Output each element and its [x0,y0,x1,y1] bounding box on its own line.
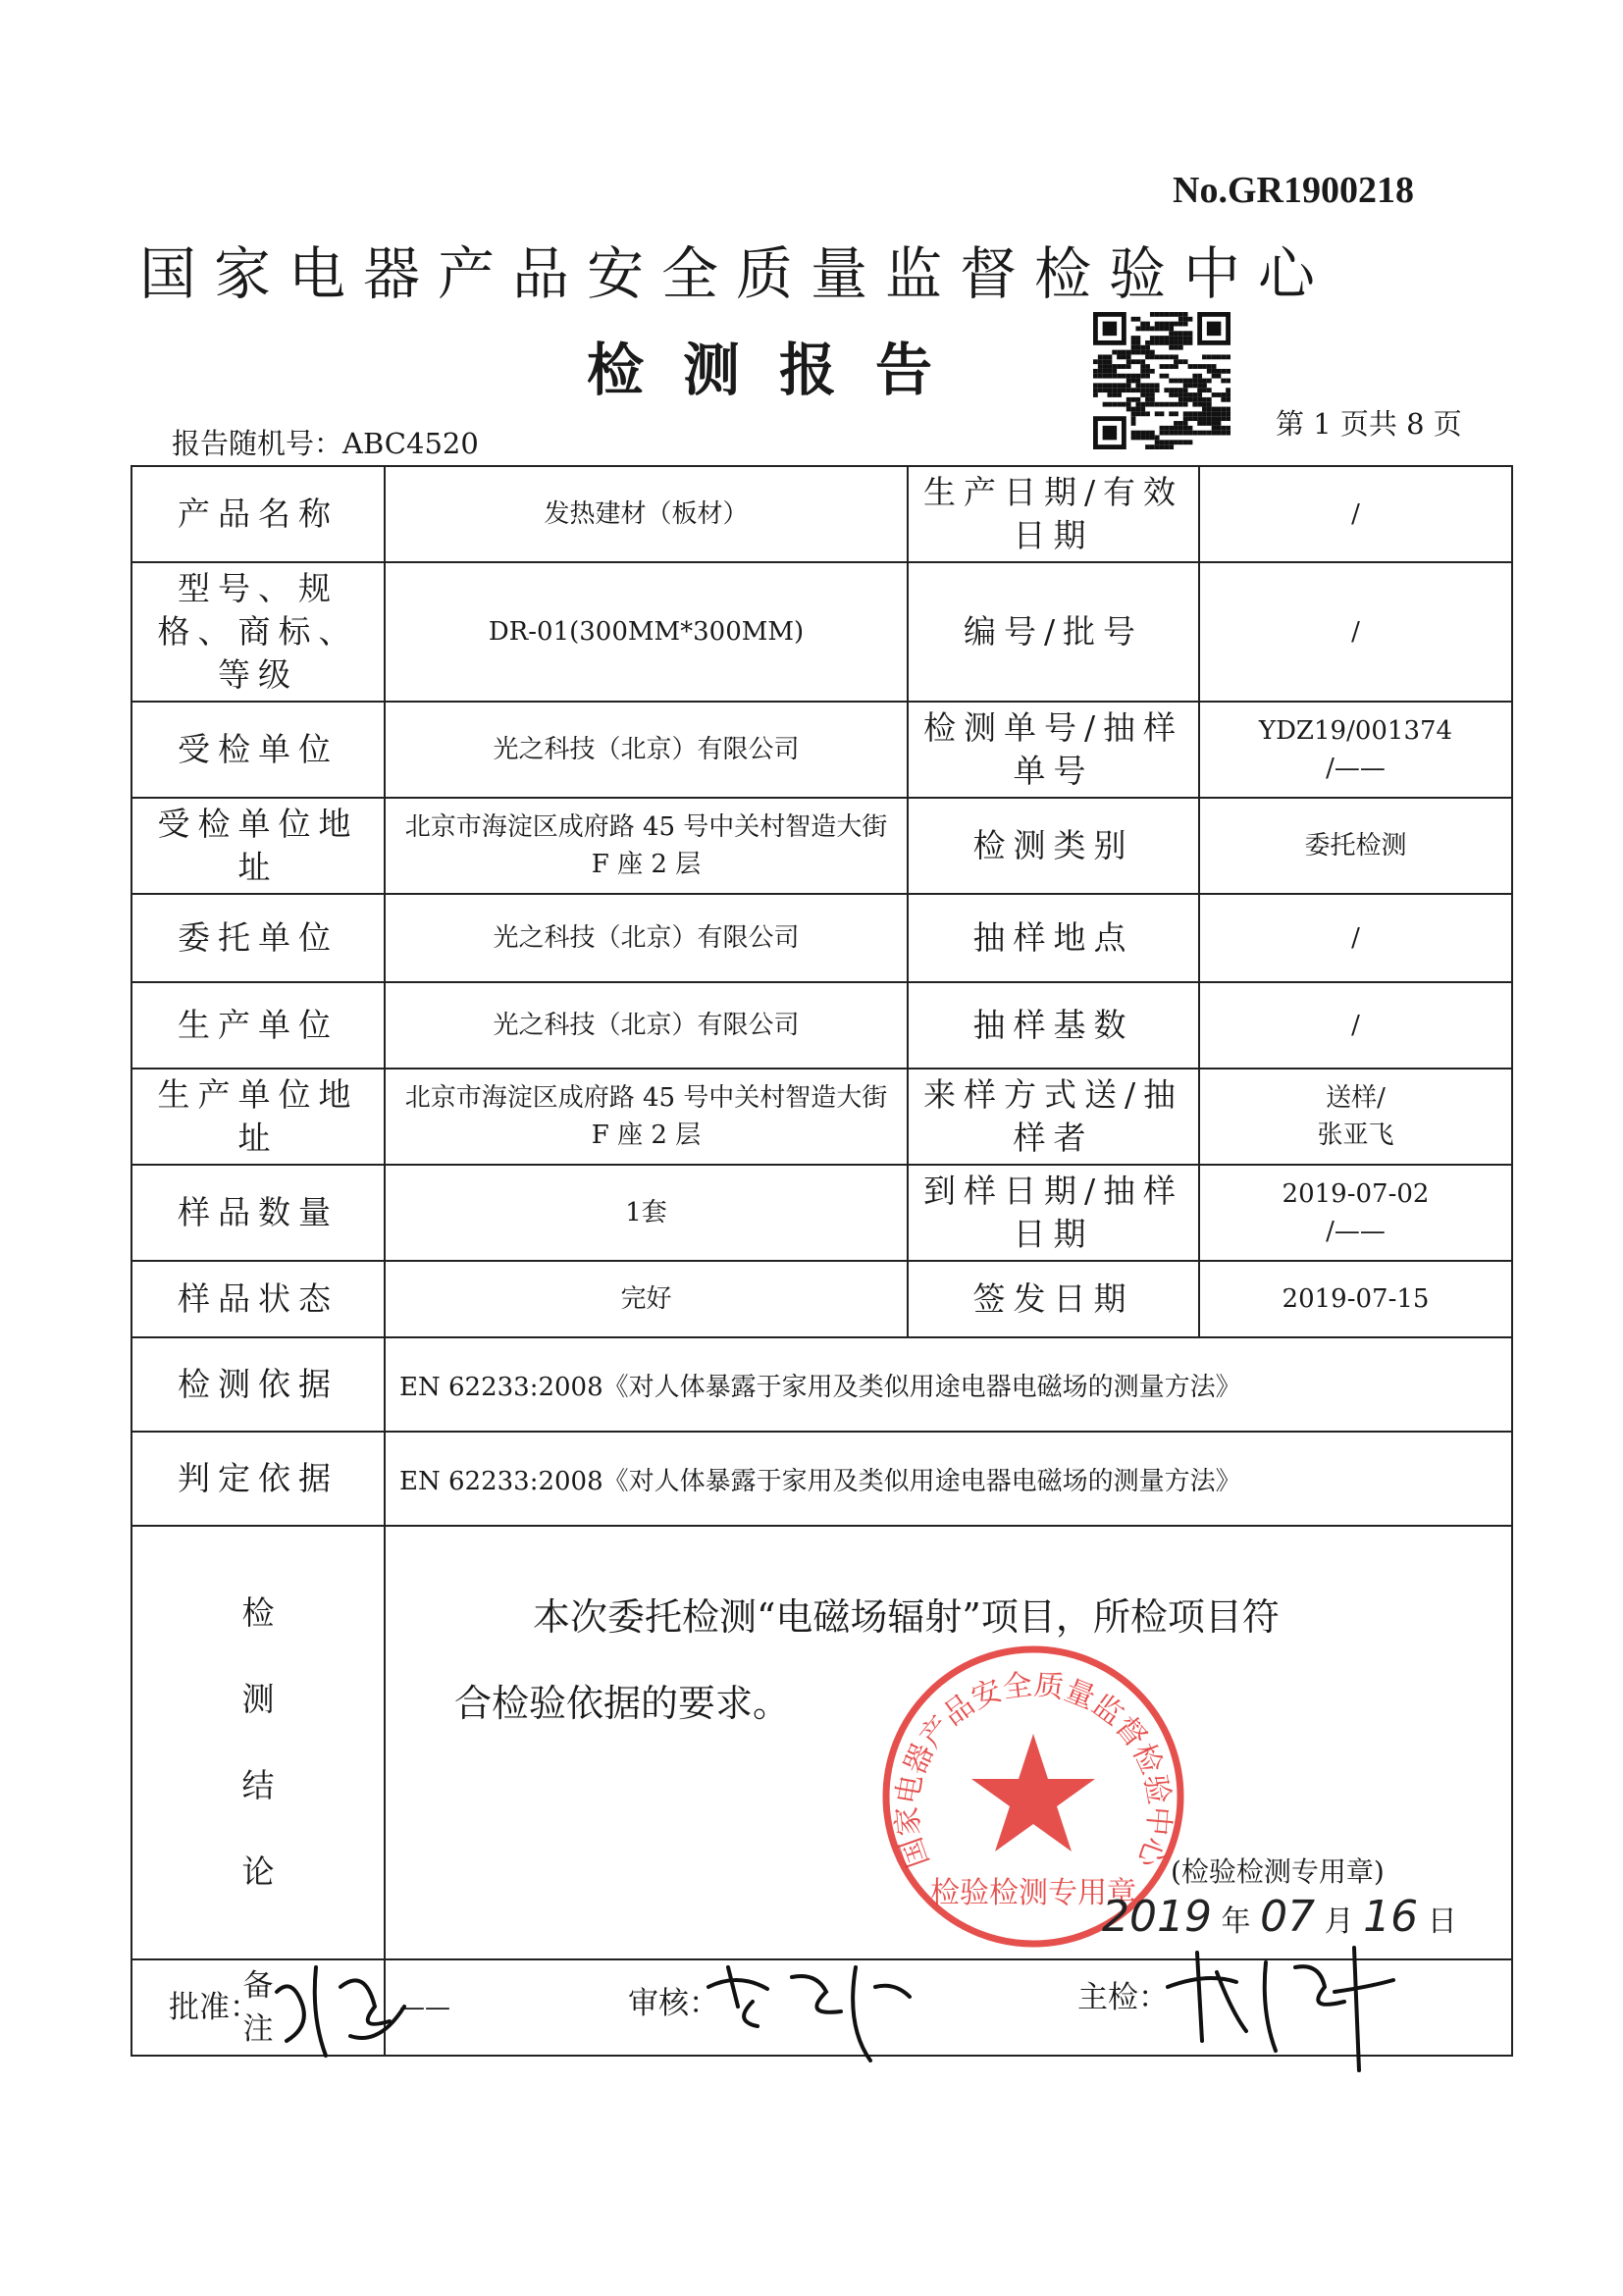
review-label: 审核： [628,1986,719,2021]
issue-date-label: 签发日期 [908,1261,1199,1337]
sample-quantity-label: 样品数量 [131,1165,385,1261]
producer-value: 光之科技（北京）有限公司 [385,982,908,1069]
sampling-date-value: /—— [1326,1217,1386,1246]
sample-place-label: 抽样地点 [908,894,1199,982]
sample-state-value: 完好 [385,1261,908,1337]
day-char: 日 [1427,1905,1457,1939]
seal-ring-text: 国家电器产品安全质量监督检验中心 [890,1667,1177,1872]
batch-value: / [1199,562,1512,702]
table-row [131,1337,1512,1432]
test-number-label: 检测单号/抽样单号 [908,702,1199,798]
test-number-cell [1199,702,1512,798]
conclusion-label-char: 论 [241,1852,275,1891]
inspected-address-label: 受检单位地址 [131,798,385,894]
qr-code-icon [1092,312,1231,449]
document-title: 检测报告 [587,337,972,403]
judge-basis-value: EN 62233:2008《对人体暴露于家用及类似用途电器电磁场的测量方法》 [385,1432,1512,1526]
page-info: 第 1 页共 8 页 [1276,407,1462,441]
stamp-note: (检验检测专用章) [1171,1855,1385,1888]
sample-method-cell [1199,1069,1512,1165]
producer-label: 生产单位 [131,982,385,1069]
product-name-value: 发热建材（板材） [385,466,908,562]
conclusion-cell [385,1526,1512,1959]
inspector-signature-icon [1158,1933,1403,2080]
product-name-label: 产品名称 [131,466,385,562]
remarks-label-char: 备 [242,1968,274,2004]
reviewer-signature-icon [699,1948,924,2075]
sample-method-label: 来样方式送/抽样者 [908,1069,1199,1165]
sample-method-value: 送样/ [1326,1083,1386,1113]
conclusion-label [131,1526,385,1959]
table-row [131,798,1512,894]
arrival-date-value: 2019-07-02 [1282,1179,1430,1209]
model-label: 型号、规格、商标、等级 [131,562,385,702]
test-basis-label: 检测依据 [131,1337,385,1432]
production-date-label: 生产日期/有效日期 [908,466,1199,562]
table-row [131,982,1512,1069]
model-value: DR-01(300MM*300MM) [385,562,908,702]
conclusion-text: 本次委托检测“电磁场辐射”项目，所检项目符合检验依据的要求。 [454,1595,1280,1725]
table-row [131,1165,1512,1261]
table-row [131,1261,1512,1337]
judge-basis-label: 判定依据 [131,1432,385,1526]
client-label: 委托单位 [131,894,385,982]
issue-date-value: 2019-07-15 [1199,1261,1512,1337]
sampler-name: 张亚飞 [1317,1121,1394,1150]
test-type-value: 委托检测 [1199,798,1512,894]
sample-state-label: 样品状态 [131,1261,385,1337]
random-number [172,422,479,462]
seal-bottom-text: 检验检测专用章 [930,1876,1136,1910]
date-year: 2019 [1102,1892,1212,1942]
random-number-label: 报告随机号： [172,427,343,460]
table-row [131,894,1512,982]
test-basis-value: EN 62233:2008《对人体暴露于家用及类似用途电器电磁场的测量方法》 [385,1337,1512,1432]
conclusion-label-char: 结 [241,1766,275,1804]
inspected-address-value: 北京市海淀区成府路 45 号中关村智造大街 F 座 2 层 [385,798,908,894]
sample-number-value: /—— [1326,754,1386,783]
year-char: 年 [1221,1905,1251,1939]
sample-base-value: / [1199,982,1512,1069]
sample-base-label: 抽样基数 [908,982,1199,1069]
table-row [131,702,1512,798]
date-day: 16 [1363,1892,1419,1942]
table-row [131,466,1512,562]
table-row [131,1432,1512,1526]
table-row [131,562,1512,702]
table-row [131,1526,1512,1959]
remarks-value: —— [385,1959,1512,2056]
sample-place-value: / [1199,894,1512,982]
conclusion-label-char: 测 [241,1680,275,1718]
approve-label: 批准： [169,1990,260,2025]
month-char: 月 [1324,1905,1354,1939]
arrival-date-cell [1199,1165,1512,1261]
arrival-date-label: 到样日期/抽样日期 [908,1165,1199,1261]
sample-quantity-value: 1套 [385,1165,908,1261]
client-value: 光之科技（北京）有限公司 [385,894,908,982]
producer-address-label: 生产单位地址 [131,1069,385,1165]
conclusion-label-char: 检 [241,1593,275,1632]
inspected-unit-value: 光之科技（北京）有限公司 [385,702,908,798]
report-table [131,465,1513,2057]
approver-signature-icon [257,1948,424,2085]
organization-title: 国家电器产品安全质量监督检验中心 [139,240,1334,307]
date-month: 07 [1260,1892,1316,1942]
test-type-label: 检测类别 [908,798,1199,894]
producer-address-value: 北京市海淀区成府路 45 号中关村智造大街 F 座 2 层 [385,1069,908,1165]
table-row [131,1069,1512,1165]
inspected-unit-label: 受检单位 [131,702,385,798]
test-number-value: YDZ19/001374 [1258,716,1453,746]
batch-label: 编号/批号 [908,562,1199,702]
remarks-label-char: 注 [242,2011,274,2047]
chief-inspector-label: 主检： [1077,1980,1169,2015]
production-date-value: / [1199,466,1512,562]
random-number-value: ABC4520 [342,427,479,460]
report-number: No.GR1900218 [1173,170,1414,211]
